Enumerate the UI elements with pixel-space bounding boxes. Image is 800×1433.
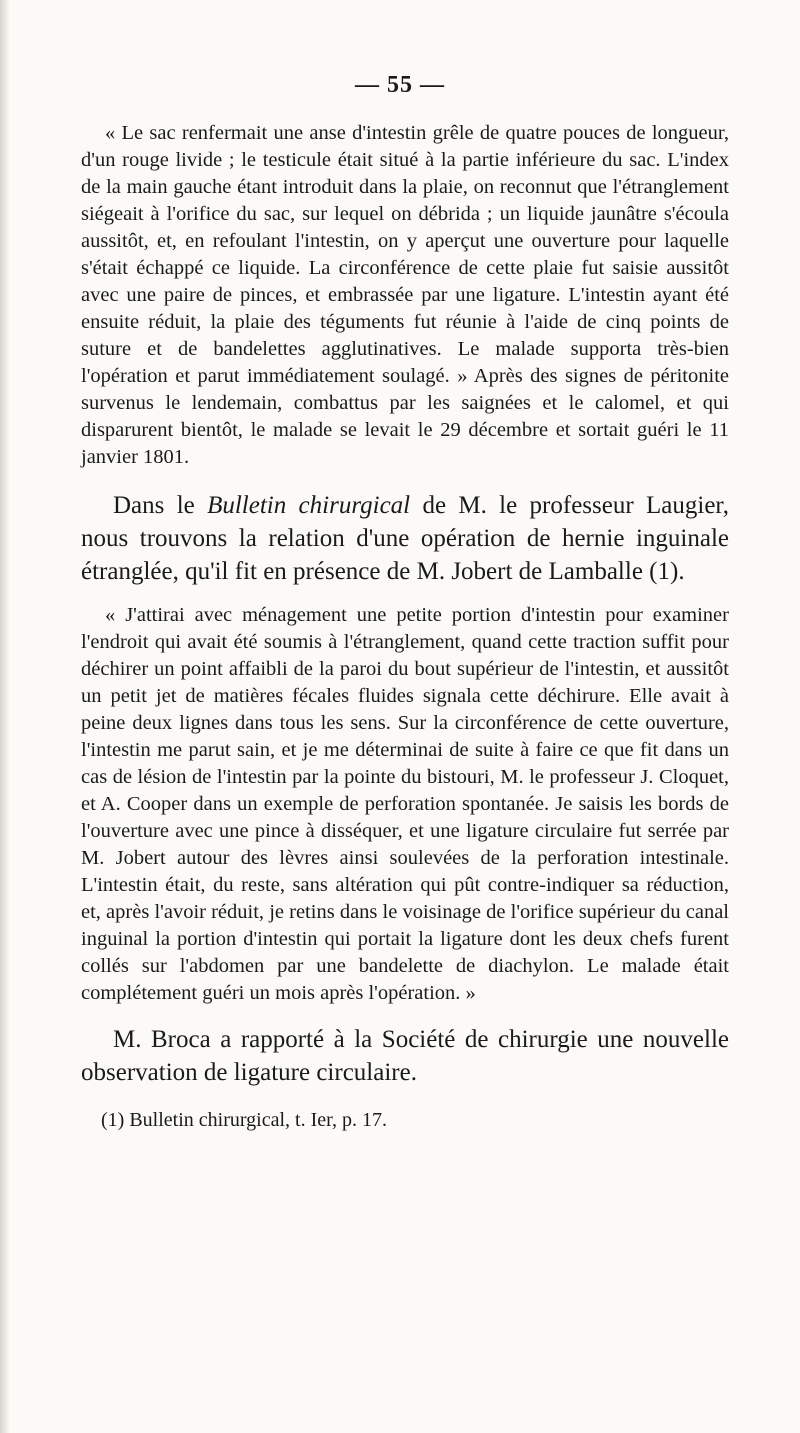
bulletin-paragraph: [81, 489, 729, 588]
footnote: (1) Bulletin chirurgical, t. Ier, p. 17.: [101, 1109, 387, 1131]
broca-paragraph: M. Broca a rapporté à la Société de chirurgie une nouvelle observation de ligature circulaire.: [81, 1026, 729, 1086]
quoted-observation-paragraph: « Le sac renfermait une anse d'intestin grêle de quatre pouces de longueur, d'un rouge livide ; le testicule était situé à la partie inférieure du sac. L'index de la main gauche étant introduit dans la plaie, on reconnut que l'étranglement siégeait à l'orifice du sac, sur lequel on débrida ; un liquide jaunâtre s'écoula aussitôt, et, en refoulant l'intestin, on y aperçut une ouverture pour laquelle s'était échappé ce liquide. La circonférence de cette plaie fut saisie aussitôt avec une paire de pinces, et embrassée par une ligature. L'intestin ayant été ensuite réduit, la plaie des téguments fut réunie à l'aide de cinq points de suture et de bandelettes agglutinatives. Le malade supporta très-bien l'opération et parut immédiatement soulagé. » Après des signes de péritonite survenus le lendemain, combattus par les saignées et le calomel, et qui disparurent bientôt, le malade se levait le 29 décembre et sortait guéri le 11 janvier 1801.: [81, 122, 729, 468]
bulletin-paragraph-rest: de M. le professeur Laugier, nous trouvons la relation d'une opération de hernie inguinale étranglée, qu'il fit en présence de M. Jobert de Lamballe (1).: [81, 492, 729, 585]
bulletin-title: Bulletin chirurgical: [207, 492, 411, 519]
page-body: [81, 120, 729, 1133]
laugier-quote-paragraph: « J'attirai avec ménagement une petite portion d'intestin pour examiner l'endroit qui avait été soumis à l'étranglement, quand cette traction suffit pour déchirer un point affaibli de la paroi du bout supérieur de l'intestin, et aussitôt un petit jet de matières fécales fluides signala cette déchirure. Elle avait à peine deux lignes dans tous les sens. Sur la circonférence de cette ouverture, l'intestin me parut sain, et je me déterminai de suite à faire ce que fit dans un cas de lésion de l'intestin par la pointe du bistouri, M. le professeur J. Cloquet, et A. Cooper dans un exemple de perforation spontanée. Je saisis les bords de l'ouverture avec une pince à disséquer, et une ligature circulaire fut serrée par M. Jobert autour des lèvres ainsi soulevées de la perforation intestinale. L'intestin était, du reste, sans altération qui pût contre-indiquer sa réduction, et, après l'avoir réduit, je retins dans le voisinage de l'orifice supérieur du canal inguinal la portion d'intestin qui portait la ligature dont les deux chefs furent collés sur l'abdomen par une bandelette de diachylon. Le malade était complétement guéri un mois après l'opération. »: [81, 604, 729, 1004]
page-number: — 55 —: [355, 72, 445, 98]
bulletin-paragraph-intro: Dans le: [113, 492, 208, 519]
